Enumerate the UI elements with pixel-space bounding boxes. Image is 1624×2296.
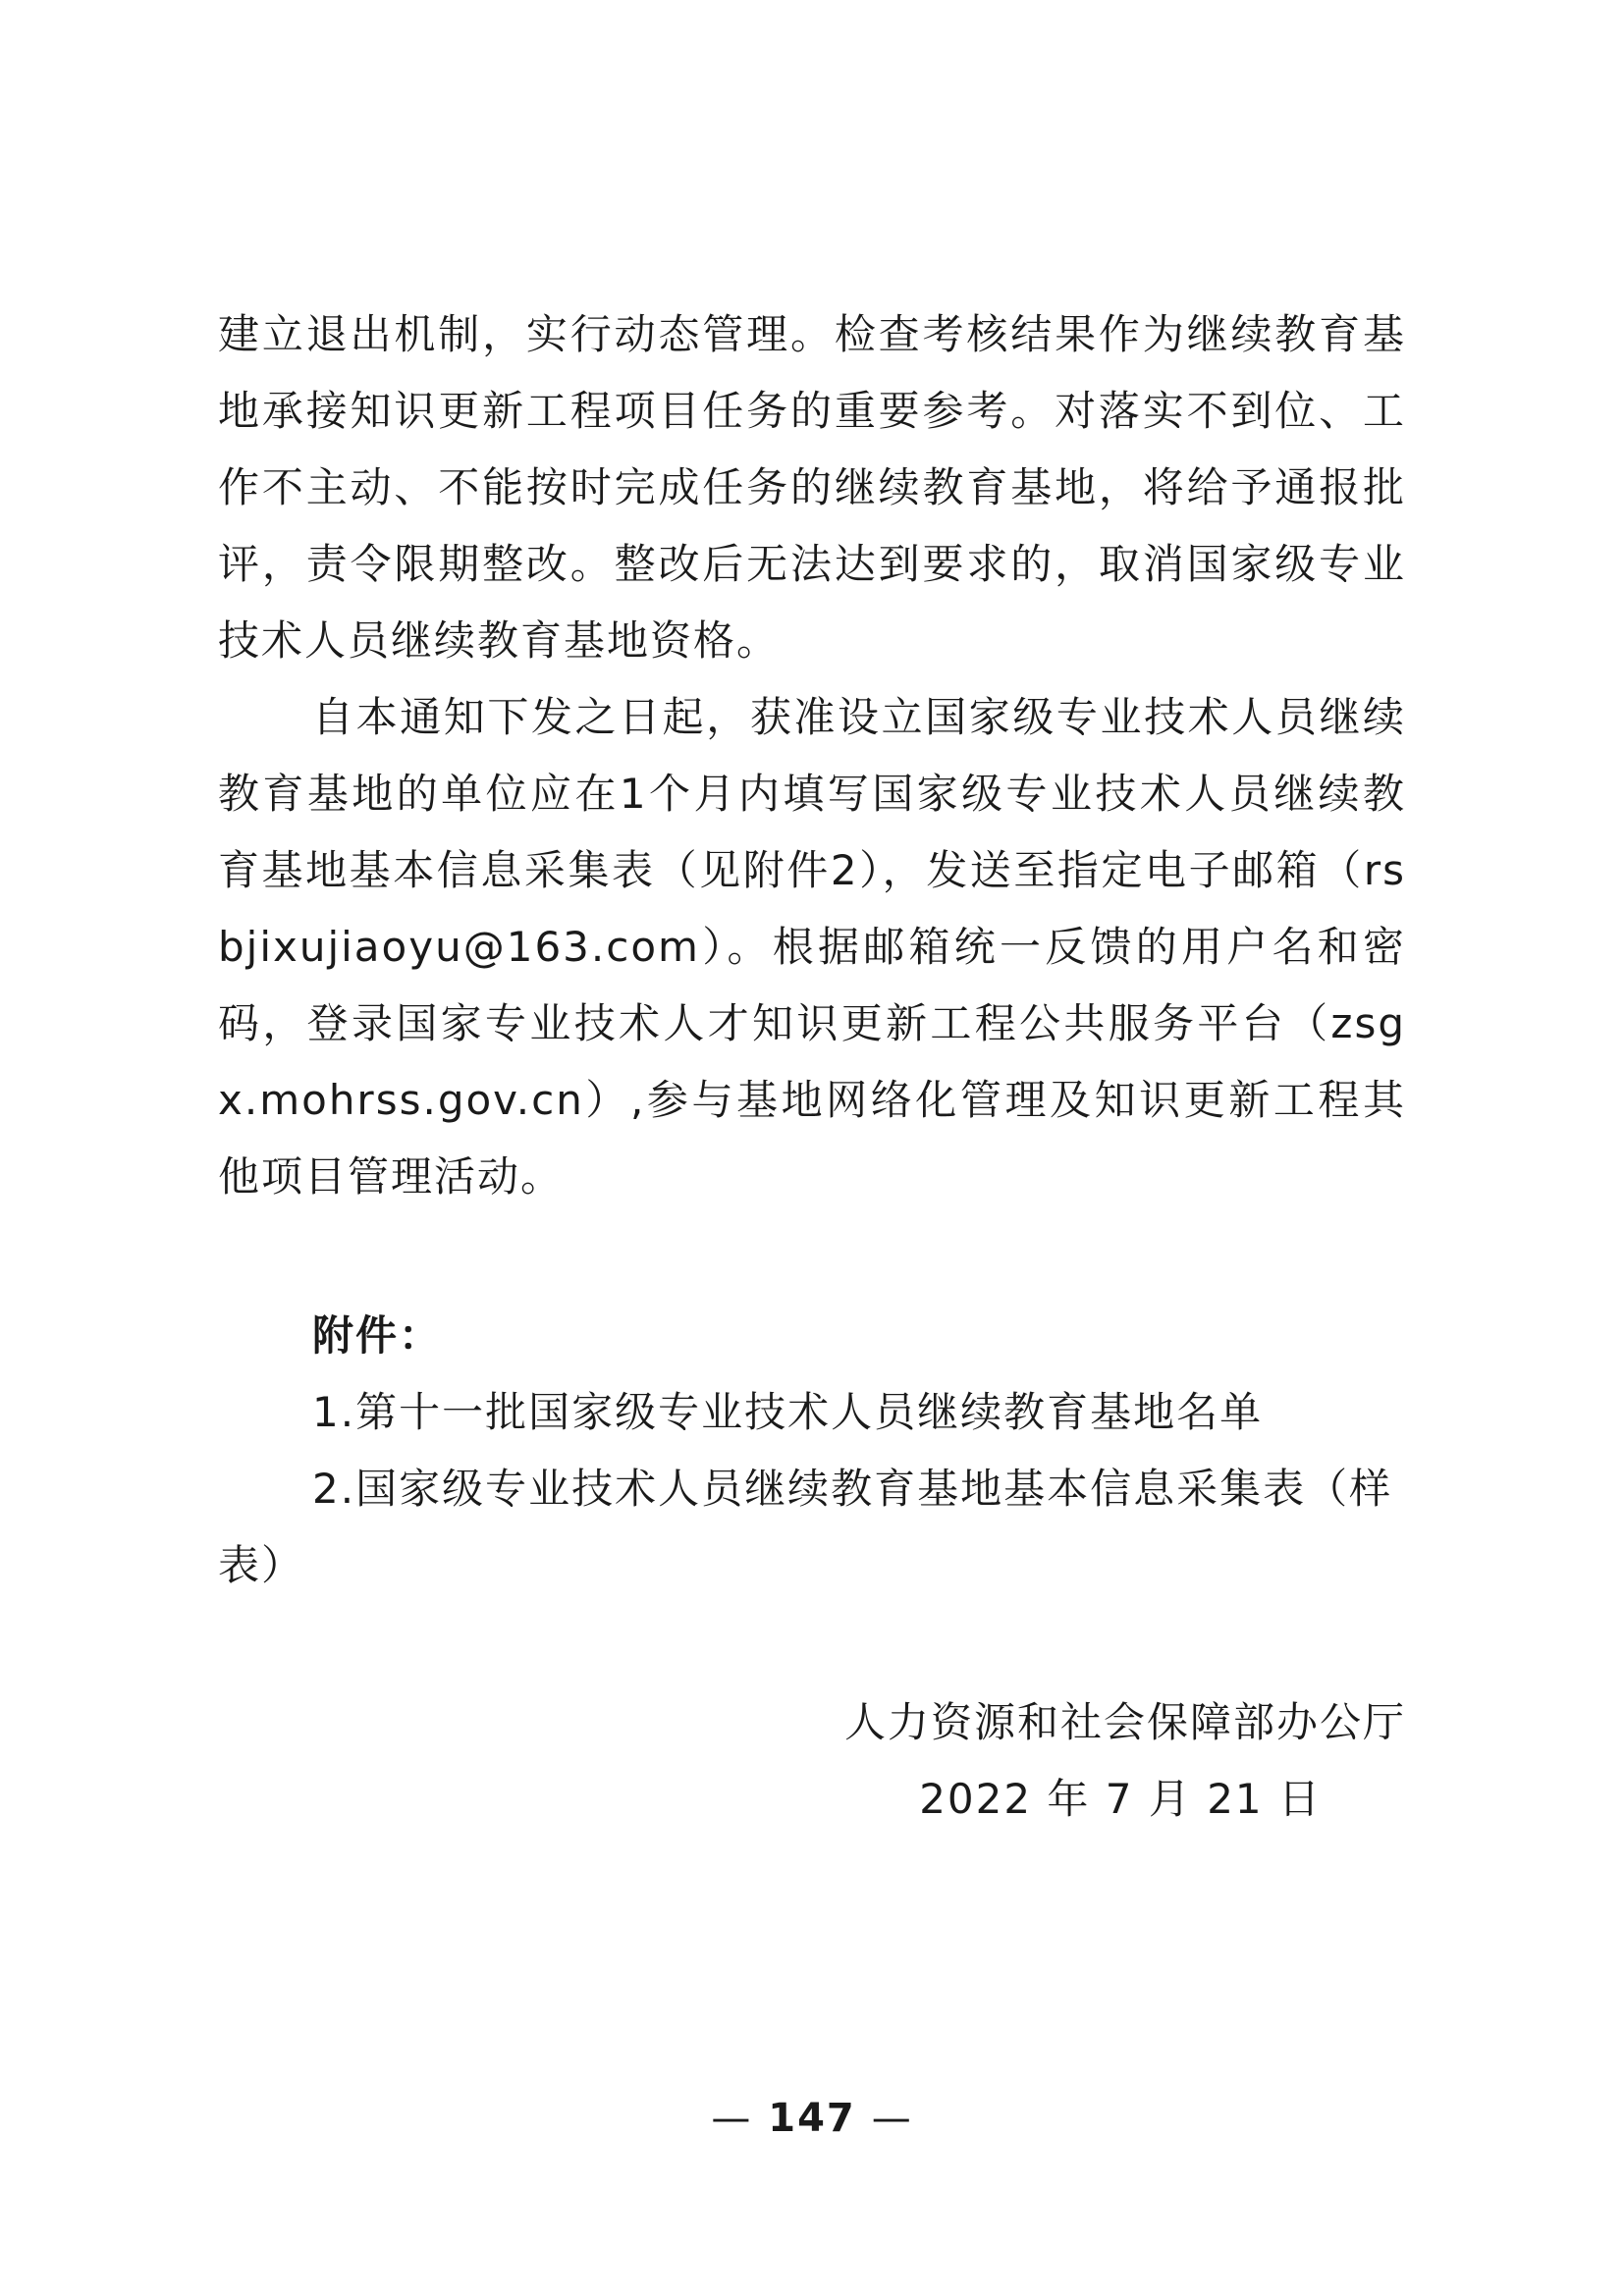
footer-dash-right: — xyxy=(871,2096,913,2141)
attachment-item-2: 2.国家级专业技术人员继续教育基地基本信息采集表（样表） xyxy=(218,1465,1393,1589)
body-text xyxy=(218,296,1406,1215)
page-number: 147 xyxy=(768,2096,856,2141)
attachments-section xyxy=(218,1298,1406,1604)
signature-block xyxy=(218,1684,1406,1838)
attachments-label: 附件： xyxy=(312,1311,443,1360)
footer-dash-left: — xyxy=(711,2096,753,2141)
page-footer xyxy=(0,2091,1624,2146)
paragraph-exit-mechanism: 建立退出机制，实行动态管理。检查考核结果作为继续教育基地承接知识更新工程项目任务的重要参考。对落实不到位、工作不主动、不能按时完成任务的继续教育基地，将给予通报批评，责令限期整改。整改后无法达到要求的，取消国家级专业技术人员继续教育基地资格。 xyxy=(218,310,1406,665)
issue-date: 2022 年 7 月 21 日 xyxy=(919,1775,1322,1823)
issuing-organization: 人力资源和社会保障部办公厅 xyxy=(843,1698,1406,1746)
attachment-item-1: 1.第十一批国家级专业技术人员继续教育基地名单 xyxy=(312,1388,1264,1436)
paragraph-info-collection: 自本通知下发之日起，获准设立国家级专业技术人员继续教育基地的单位应在1个月内填写国家级专业技术人员继续教育基地基本信息采集表（见附件2），发送至指定电子邮箱（rsbjixujiaoyu@163.com）。根据邮箱统一反馈的用户名和密码，登录国家专业技术人才知识更新工程公共服务平台（zsgx.mohrss.gov.cn）,参与基地网络化管理及知识更新工程其他项目管理活动。 xyxy=(218,693,1406,1201)
